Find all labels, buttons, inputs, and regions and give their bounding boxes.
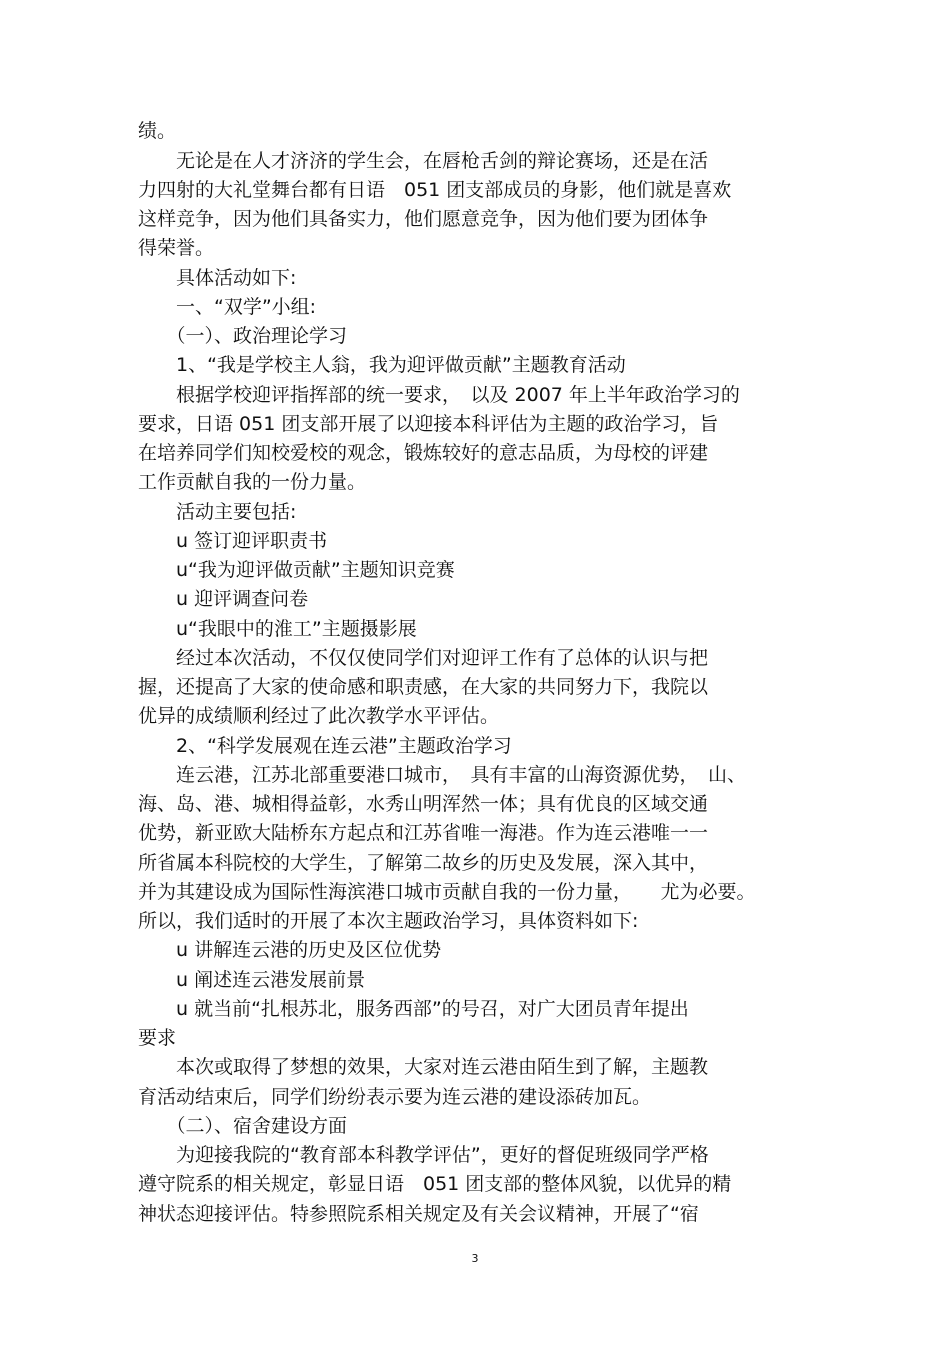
subsection-heading: （一）、政治理论学习 (138, 325, 348, 347)
text-line: 要求 (138, 1027, 177, 1049)
text-line: 无论是在人才济济的学生会，在唇枪舌剑的辩论赛场，还是在活 (138, 150, 709, 172)
text-line: 这样竞争，因为他们具备实力，他们愿意竞争，因为他们要为团体争 (138, 208, 709, 230)
list-item: u 迎评调查问卷 (138, 588, 309, 610)
text-line: 连云港，江苏北部重要港口城市， 具有丰富的山海资源优势， 山、 (138, 764, 747, 786)
text-line: 活动主要包括: (138, 501, 297, 523)
text-line: 所以，我们适时的开展了本次主题政治学习，具体资料如下: (138, 910, 639, 932)
list-item: u 讲解连云港的历史及区位优势 (138, 939, 442, 961)
list-item: u“我为迎评做贡献”主题知识竞赛 (138, 559, 455, 581)
section-heading: 一、“双学”小组: (138, 296, 317, 318)
list-item: u 签订迎评职责书 (138, 530, 328, 552)
text-line: 要求，日语 051 团支部开展了以迎接本科评估为主题的政治学习，旨 (138, 413, 719, 435)
text-line: 所省属本科院校的大学生，了解第二故乡的历史及发展，深入其中， (138, 852, 709, 874)
text-line: 在培养同学们知校爱校的观念，锻炼较好的意志品质，为母校的评建 (138, 442, 709, 464)
text-line: 海、岛、港、城相得益彰，水秀山明浑然一体；具有优良的区域交通 (138, 793, 709, 815)
text-line: 经过本次活动，不仅仅使同学们对迎评工作有了总体的认识与把 (138, 647, 709, 669)
subsection-heading: （二）、宿舍建设方面 (138, 1115, 348, 1137)
text-line: 本次或取得了梦想的效果，大家对连云港由陌生到了解，主题教 (138, 1056, 709, 1078)
text-line: 工作贡献自我的一份力量。 (138, 471, 367, 493)
activity-heading: 2、“科学发展观在连云港”主题政治学习 (138, 735, 512, 757)
text-line: 根据学校迎评指挥部的统一要求， 以及 2007 年上半年政治学习的 (138, 384, 740, 406)
text-line: 具体活动如下: (138, 267, 297, 289)
text-line: 优势，新亚欧大陆桥东方起点和江苏省唯一海港。作为连云港唯一一 (138, 822, 709, 844)
text-line: 优异的成绩顺利经过了此次教学水平评估。 (138, 705, 500, 727)
text-line: 得荣誉。 (138, 237, 215, 259)
text-line: 并为其建设成为国际性海滨港口城市贡献自我的一份力量， 尤为必要。 (138, 881, 756, 903)
text-line: 绩。 (138, 120, 177, 142)
list-item: u 阐述连云港发展前景 (138, 969, 366, 991)
text-line: 为迎接我院的“教育部本科教学评估”，更好的督促班级同学严格 (138, 1144, 709, 1166)
text-line: 育活动结束后，同学们纷纷表示要为连云港的建设添砖加瓦。 (138, 1086, 652, 1108)
text-line: 神状态迎接评估。特参照院系相关规定及有关会议精神，开展了“宿 (138, 1203, 699, 1225)
list-item: u 就当前“扎根苏北，服务西部”的号召，对广大团员青年提出 (138, 998, 689, 1020)
activity-heading: 1、“我是学校主人翁，我为迎评做贡献”主题教育活动 (138, 354, 626, 376)
page-number: 3 (471, 1252, 479, 1265)
text-line: 力四射的大礼堂舞台都有日语 051 团支部成员的身影，他们就是喜欢 (138, 179, 732, 201)
text-line: 握，还提高了大家的使命感和职责感，在大家的共同努力下，我院以 (138, 676, 709, 698)
list-item: u“我眼中的淮工”主题摄影展 (138, 618, 417, 640)
text-line: 遵守院系的相关规定，彰显日语 051 团支部的整体风貌，以优异的精 (138, 1173, 732, 1195)
